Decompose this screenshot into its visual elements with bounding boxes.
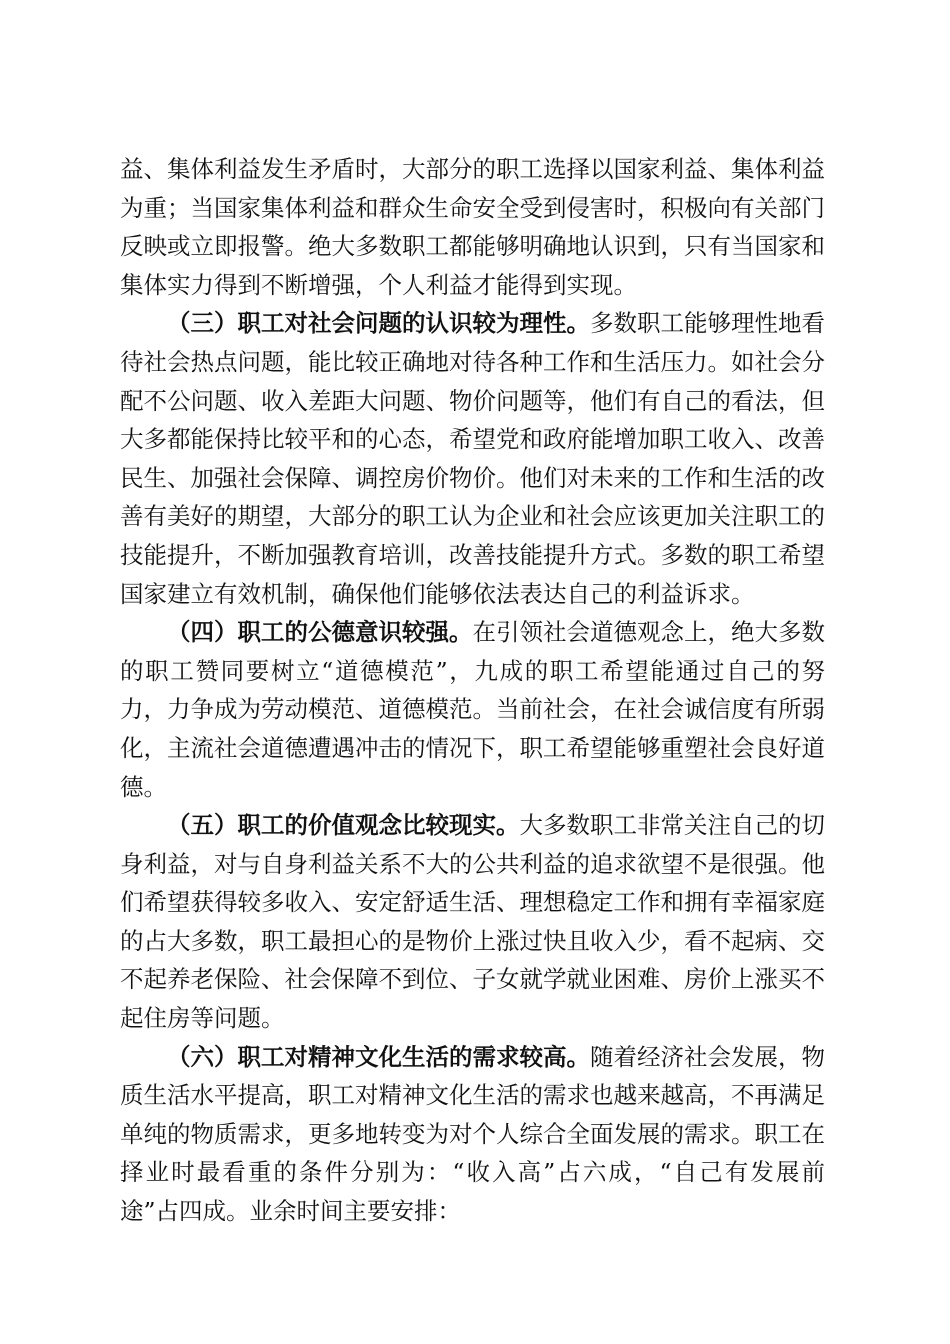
section-heading: （三）职工对社会问题的认识较为理性。 [167,309,590,338]
paragraph-text: 大多数职工非常关注自己的切身利益，对与自身利益关系不大的公共利益的追求欲望不是很强。他们希望获得较多收入、安定舒适生活、理想稳定工作和拥有幸福家庭的占大多数，职工最担心的是物价上涨过快且收入少，看不起病、交不起养老保险、社会保障不到位、子女就学就业困难、房价上涨买不起住房等问题。 [120,811,825,1033]
section-heading: （四）职工的公德意识较强。 [167,618,473,647]
paragraph-section-4 [120,613,825,806]
section-heading: （五）职工的价值观念比较现实。 [167,811,520,840]
document-body [120,150,825,1231]
paragraph-continuation [120,150,825,304]
paragraph-text: 随着经济社会发展，物质生活水平提高，职工对精神文化生活的需求也越来越高，不再满足单纯的物质需求，更多地转变为对个人综合全面发展的需求。职工在择业时最看重的条件分别为：“收入高”占六成，“自己有发展前途”占四成。业余时间主要安排： [120,1042,825,1226]
paragraph-section-6 [120,1038,825,1231]
paragraph-text: 多数职工能够理性地看待社会热点问题，能比较正确地对待各种工作和生活压力。如社会分配不公问题、收入差距大问题、物价问题等，他们有自己的看法，但大多都能保持比较平和的心态，希望党和政府能增加职工收入、改善民生、加强社会保障、调控房价物价。他们对未来的工作和生活的改善有美好的期望，大部分的职工认为企业和社会应该更加关注职工的技能提升，不断加强教育培训，改善技能提升方式。多数的职工希望国家建立有效机制，确保他们能够依法表达自己的利益诉求。 [120,309,825,608]
paragraph-text: 在引领社会道德观念上，绝大多数的职工赞同要树立“道德模范”，九成的职工希望能通过自己的努力，力争成为劳动模范、道德模范。当前社会，在社会诚信度有所弱化，主流社会道德遭遇冲击的情况下，职工希望能够重塑社会良好道德。 [120,618,825,801]
paragraph-text: 益、集体利益发生矛盾时，大部分的职工选择以国家利益、集体利益为重；当国家集体利益和群众生命安全受到侵害时，积极向有关部门反映或立即报警。绝大多数职工都能够明确地认识到，只有当国家和集体实力得到不断增强，个人利益才能得到实现。 [120,155,825,299]
paragraph-section-5 [120,806,825,1038]
section-heading: （六）职工对精神文化生活的需求较高。 [167,1042,590,1071]
paragraph-section-3 [120,304,825,613]
